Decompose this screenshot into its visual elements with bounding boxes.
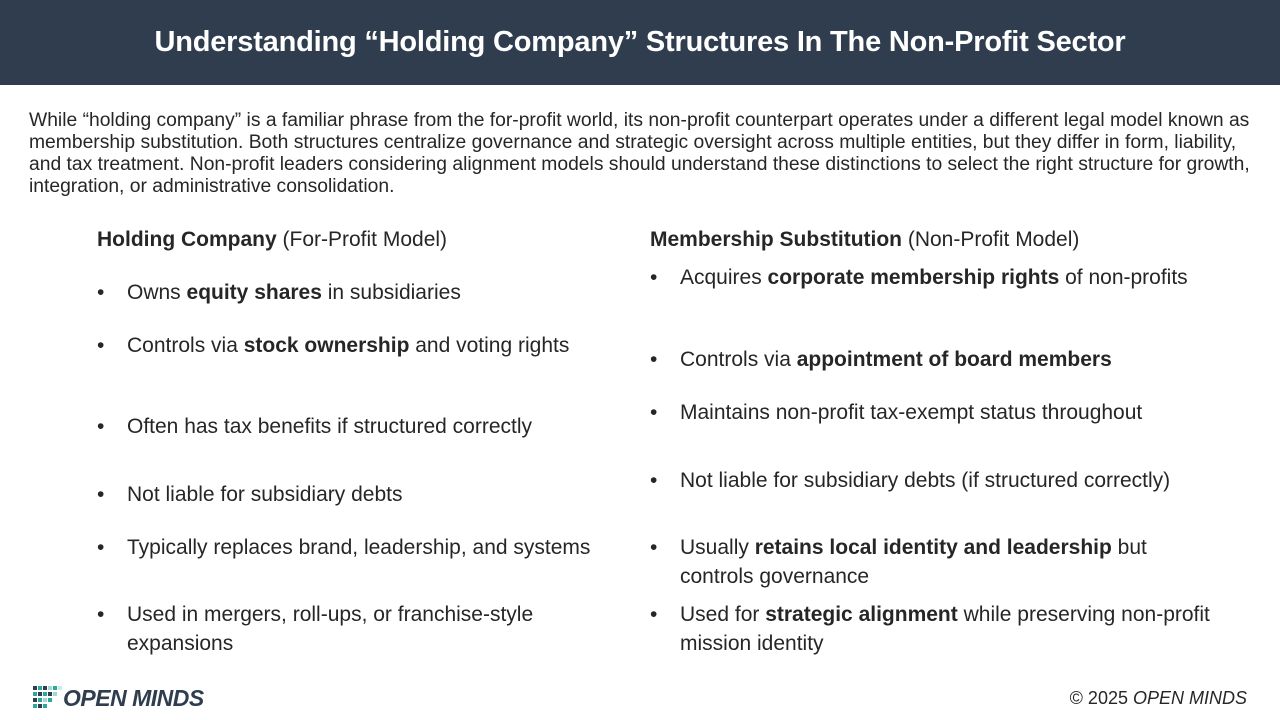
item-text: Not liable for subsidiary debts (if structured correctly) [680,469,1171,492]
pixel-logo-icon [33,684,63,712]
heading-bold: Holding Company [97,228,277,251]
item-bold: equity shares [186,281,322,304]
list-item [97,278,617,307]
item-text: and voting rights [409,334,570,357]
list-item [650,533,1210,591]
bullet: • [97,415,105,438]
item-bold: appointment of board members [796,348,1112,371]
item-text: Controls via [127,334,244,357]
item-text: Acquires [680,266,768,289]
list-item [650,345,1210,374]
bullet: • [650,469,658,492]
bullet: • [650,266,658,289]
copyright [1070,688,1247,709]
item-text: Used for [680,603,766,626]
item-text: of non-profits [1059,266,1188,289]
membership-substitution-heading [650,226,1210,254]
heading-bold: Membership Substitution [650,228,902,251]
item-text: Controls via [680,348,797,371]
list-item [650,263,1210,292]
title-bar [0,0,1280,85]
bullet: • [97,334,105,357]
slide-title: Understanding “Holding Company” Structures In The Non-Profit Sector [154,26,1126,58]
item-bold: stock ownership [243,334,410,357]
list-item [97,533,617,562]
item-text: Not liable for subsidiary debts [127,483,403,506]
item-bold: strategic alignment [765,603,958,626]
copyright-brand: OPEN MINDS [1132,688,1247,708]
item-text: Usually [680,536,755,559]
list-item [650,398,1210,427]
item-text: Used in mergers, roll-ups, or franchise-style expansions [127,603,534,655]
list-item [97,412,617,441]
bullet: • [650,401,658,424]
bullet: • [97,603,105,626]
list-item [650,466,1210,495]
holding-company-column [97,226,617,655]
list-item [97,331,617,360]
item-text: but controls governance [680,536,1147,588]
logo-text: OPEN MINDS [63,684,204,711]
list-item [97,600,617,658]
bullet: • [650,348,658,371]
item-text: in subsidiaries [321,281,461,304]
heading-rest: (Non-Profit Model) [902,228,1080,251]
bullet: • [650,536,658,559]
bullet: • [97,536,105,559]
item-bold: corporate membership rights [767,266,1060,289]
copyright-prefix: © 2025 [1069,688,1133,708]
list-item [97,480,617,509]
holding-company-heading [97,226,617,254]
list-item [650,600,1210,658]
bullet: • [97,483,105,506]
bullet: • [97,281,105,304]
item-text: Typically replaces brand, leadership, and systems [127,536,591,559]
item-text: Maintains non-profit tax-exempt status throughout [680,401,1143,424]
item-text: while preserving non-profit mission identity [680,603,1210,655]
heading-rest: (For-Profit Model) [276,228,448,251]
membership-substitution-column [650,226,1210,655]
intro-paragraph: While “holding company” is a familiar phrase from the for-profit world, its non-profit counterpart operates under a different legal model known as membership substitution. Both structures centralize governance and strategic oversight across multiple entities, but they differ in form, liability, and tax treatment. Non-profit leaders considering alignment models should understand these distinctions to select the right structure for growth, integration, or administrative consolidation. [29,110,1250,197]
item-text: Owns [127,281,187,304]
item-text: Often has tax benefits if structured correctly [127,415,533,438]
bullet: • [650,603,658,626]
item-bold: retains local identity and leadership [754,536,1112,559]
open-minds-logo [33,683,204,713]
